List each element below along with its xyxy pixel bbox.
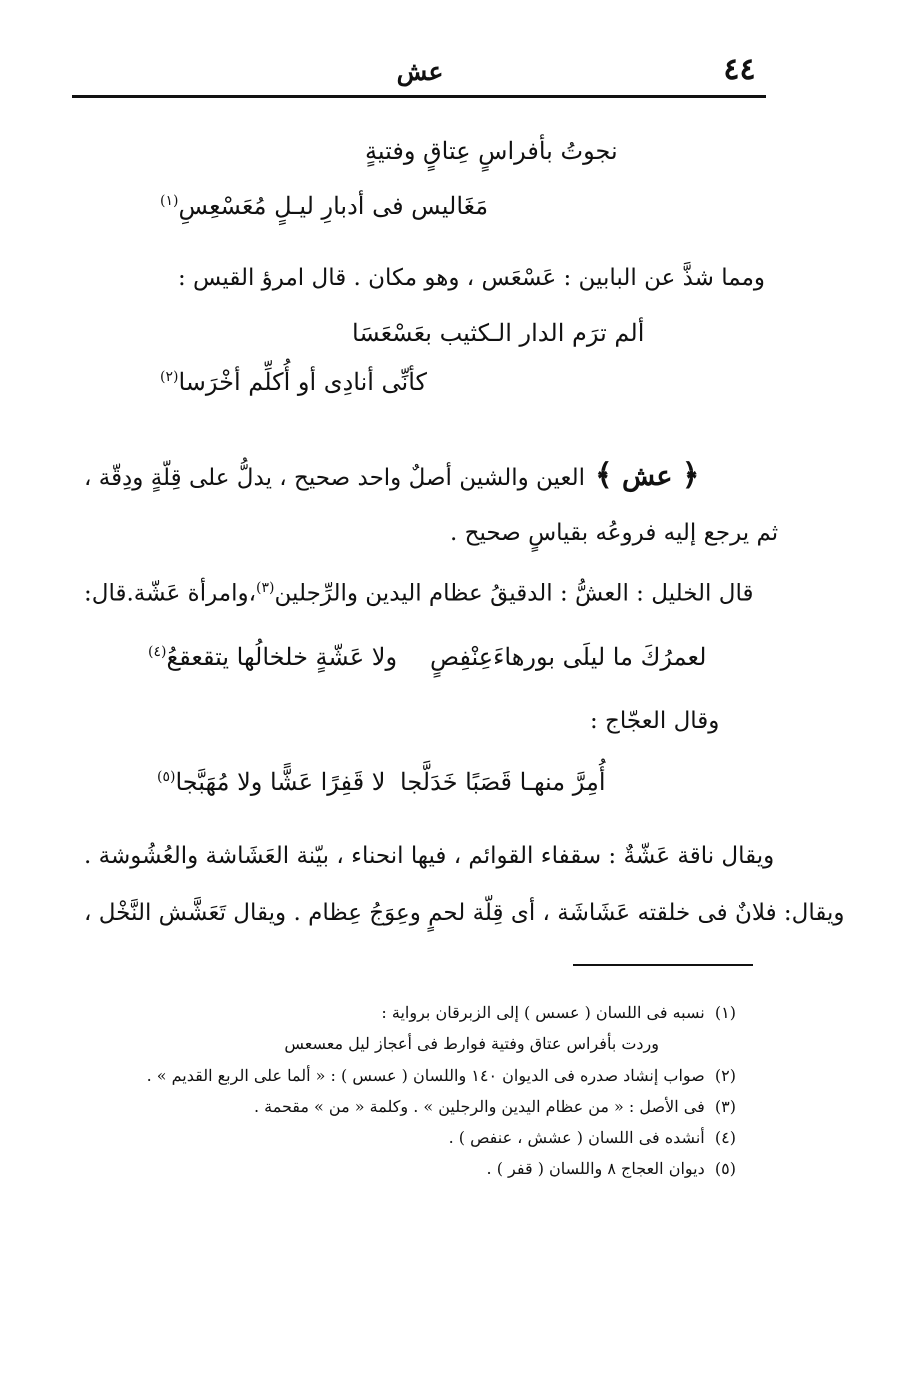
footnote-1-num: (١): [714, 1003, 736, 1022]
footnote-2: [147, 1066, 736, 1085]
footnote-5-text: ديوان العجاج ٨ واللسان ( قفر ) .: [486, 1159, 705, 1178]
footnote-ref-3: (٣): [256, 580, 275, 596]
poem2-line2: [160, 368, 427, 396]
footnote-1-verse: [284, 1034, 659, 1053]
paragraph-5: ويقال: فلانٌ فى خلقته عَشَاشَة ، أى قِلّة لحمٍ وعِوَجُ عِظام . ويقال تَعَشَّش النَّخْل ،: [84, 900, 845, 926]
footnote-ref-4: (٤): [148, 644, 167, 660]
bracket-open: ﴿: [681, 458, 700, 493]
footnote-2-num: (٢): [714, 1066, 736, 1085]
poem2-line2-text: كأنِّى أنادِى أو أُكلِّم أخْرَسا: [178, 368, 427, 396]
footnote-ref-1: (١): [160, 193, 179, 209]
entry-line1-text: العين والشين أصلٌ واحد صحيح ، يدلُّ على قِلّةٍ ودِقّة ،: [84, 465, 585, 491]
footnote-5-num: (٥): [714, 1159, 736, 1178]
entry-line2: ثم يرجع إليه فروعُه بقياسٍ صحيح .: [450, 520, 779, 546]
entry-line1: [84, 458, 699, 493]
poem3-hemistich-1: لعمرُكَ ما ليلَى بورهاءَعِنْفِصٍ: [430, 643, 707, 671]
footnote-ref-5: (٥): [157, 769, 176, 785]
footnote-3-num: (٣): [714, 1097, 736, 1116]
page-number: ٤٤: [723, 52, 756, 87]
poem3-hemistich-2: [148, 643, 397, 671]
header-rule: [72, 95, 766, 98]
poem1-line1: نجوتُ بأفراسٍ عِتاقٍ وفتيةٍ: [365, 137, 618, 165]
footnote-5: [487, 1159, 736, 1178]
footnote-1-verse-text: وردت بأفراس عتاق وفتية فوارط فى أعجاز ليل معسعس: [284, 1034, 659, 1053]
poem1-line2-text: مَغَاليس فى أدبارِ ليـلٍ مُعَسْعِسِ: [178, 192, 489, 220]
paragraph-2-text-a: قال الخليل : العشُّ : الدقيقُ عظام اليدين والرِّجلين: [274, 580, 754, 607]
running-header-title: عش: [396, 57, 444, 86]
footnote-3: [254, 1097, 736, 1116]
paragraph-1: ومما شذَّ عن البابين : عَسْعَس ، وهو مكان . قال امرؤ القيس :: [178, 265, 765, 291]
footnote-rule: [573, 964, 753, 966]
paragraph-2: [84, 580, 753, 607]
footnote-ref-2: (٢): [160, 369, 179, 385]
footnote-4-num: (٤): [714, 1128, 736, 1147]
entry-headword-box: [594, 458, 700, 493]
footnote-2-text: صواب إنشاد صدره فى الديوان ١٤٠ واللسان ( عسس ) : « ألما على الربع القديم » .: [146, 1066, 705, 1085]
bracket-close: ﴾: [594, 458, 613, 493]
poem4-hemistich-1: أُمِرَّ منهـا قَصَبًا خَدَلَّجا: [400, 768, 606, 796]
poem4-hemistich-2-text: لا قَفِرًا عَشًّا ولا مُهَبَّجا: [175, 768, 386, 796]
poem4-hemistich-2: [157, 768, 385, 796]
footnote-1-text: نسبه فى اللسان ( عسس ) إلى الزبرقان برواية :: [381, 1003, 705, 1022]
entry-headword: عش: [621, 461, 673, 492]
footnote-4: [449, 1128, 736, 1147]
poem2-line1: ألم ترَم الدار الـكثيب بعَسْعَسَا: [352, 319, 645, 347]
poem3-hemistich-2-text: ولا عَشّةٍ خلخالُها يتقعقعُ: [166, 643, 398, 671]
paragraph-4: ويقال ناقة عَشّةٌ : سقفاء القوائم ، فيها انحناء ، بيّنة العَشَاشة والعُشُوشة .: [84, 843, 775, 869]
footnote-1: [381, 1003, 736, 1022]
footnote-4-text: أنشده فى اللسان ( عشش ، عنفص ) .: [448, 1128, 705, 1147]
paragraph-3: وقال العجّاج :: [590, 708, 720, 734]
poem1-line2: [160, 192, 488, 220]
paragraph-2-text-b: ،وامرأة عَشّة.قال:: [84, 580, 257, 607]
footnote-3-text: فى الأصل : « من عظام اليدين والرجلين » . وكلمة « من » مقحمة .: [253, 1097, 705, 1116]
